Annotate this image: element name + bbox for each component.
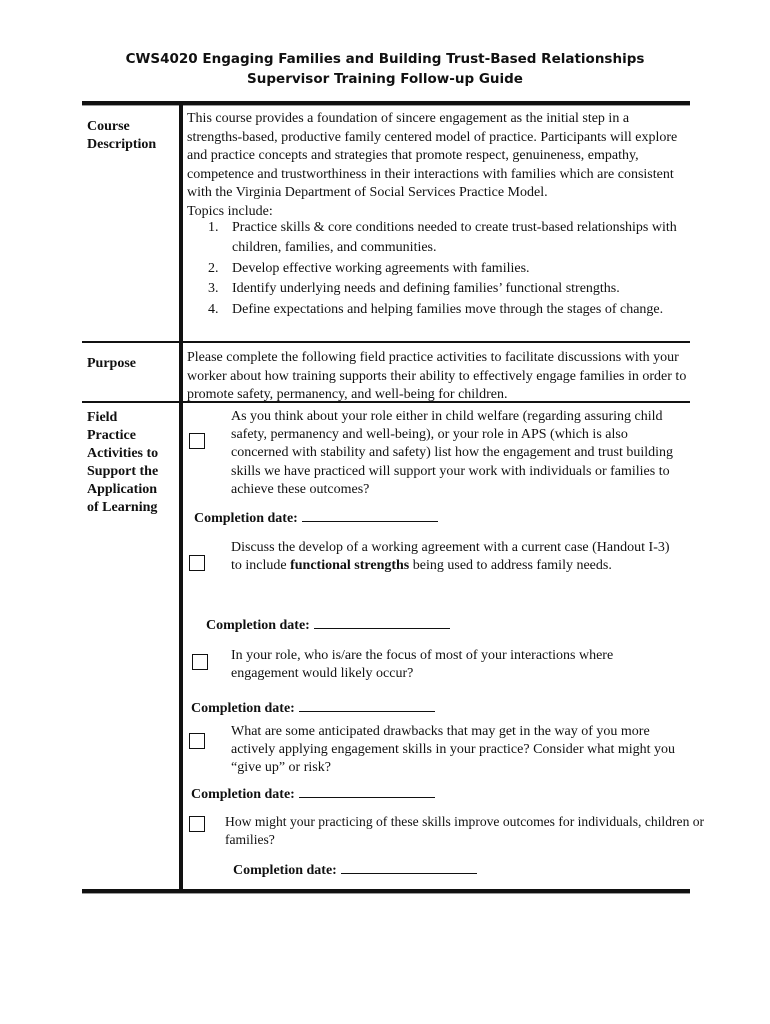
- topic-item: 1. Practice skills & core conditions needed to create trust-based relationships with children, families, and communities.: [208, 220, 677, 256]
- completion-date-blank: [299, 699, 435, 712]
- completion-date-5[interactable]: Completion date:: [233, 861, 477, 879]
- table-column-divider: [179, 104, 183, 892]
- activity-3-checkbox[interactable]: [192, 654, 208, 670]
- activity-4-text: What are some anticipated drawbacks that may get in the way of you more actively applying engagement skills in your practice? Consider what might you “give up” or risk?: [231, 724, 676, 776]
- purpose-label: Purpose: [87, 356, 136, 371]
- document-subtitle: Supervisor Training Follow-up Guide: [247, 71, 523, 87]
- completion-date-blank: [341, 861, 477, 874]
- activity-3-text: In your role, who is/are the focus of most of your interactions where engagement would likely occur?: [231, 648, 614, 682]
- document-title: CWS4020 Engaging Families and Building Trust-Based Relationships: [125, 51, 645, 67]
- completion-date-blank: [302, 509, 438, 522]
- table-bottom-border: [82, 889, 690, 894]
- completion-date-blank: [314, 616, 450, 629]
- topics-list: [208, 218, 688, 320]
- purpose-text: Please complete the following field practice activities to facilitate discussions with your worker about how training supports their ability to effectively engage families in order to promote safety, permanency, and well-being for children.: [187, 350, 687, 402]
- completion-date-4[interactable]: Completion date:: [191, 785, 435, 803]
- completion-date-blank: [299, 785, 435, 798]
- activity-1-checkbox[interactable]: [189, 433, 205, 449]
- course-description-text: This course provides a foundation of sincere engagement as the initial step in a strengths-based, productive family centered model of practice. Participants will explore and practice concepts and strategies that promote respect, genuineness, empathy, competence and trustworthiness in their interactions with families which are consistent with the Virginia Department of Social Services Practice Model. Topics include:: [187, 110, 687, 221]
- completion-date-3[interactable]: Completion date:: [191, 699, 435, 717]
- topic-item: 3. Identify underlying needs and defining families’ functional strengths.: [208, 281, 620, 297]
- completion-date-2[interactable]: Completion date:: [206, 616, 450, 634]
- topic-item: 2. Develop effective working agreements with families.: [208, 260, 530, 276]
- field-practice-label: Field Practice Activities to Support the Application of Learning: [87, 410, 159, 515]
- table-top-border: [82, 101, 690, 106]
- activity-2-checkbox[interactable]: [189, 555, 205, 571]
- topics-label: Topics include:: [187, 203, 273, 219]
- activity-4-checkbox[interactable]: [189, 733, 205, 749]
- course-description-label: Course Description: [87, 119, 157, 152]
- activity-2-text: Discuss the develop of a working agreement with a current case (Handout I-3) to include functional strengths being used to address family needs.: [231, 540, 670, 574]
- row-divider-course: [82, 341, 690, 343]
- activity-5-checkbox[interactable]: [189, 816, 205, 832]
- completion-date-1[interactable]: Completion date:: [194, 509, 438, 527]
- topic-item: 4. Define expectations and helping families move through the stages of change.: [208, 301, 664, 317]
- activity-5-text: How might your practicing of these skills improve outcomes for individuals, children or families?: [225, 814, 705, 848]
- activity-1-text: As you think about your role either in child welfare (regarding assuring child safety, permanency and well-being), or your role in APS (which is also concerned with stability and safety) list how the engagement and trust building skills we have practiced will support your work with individuals or families to achieve these outcomes?: [231, 409, 674, 497]
